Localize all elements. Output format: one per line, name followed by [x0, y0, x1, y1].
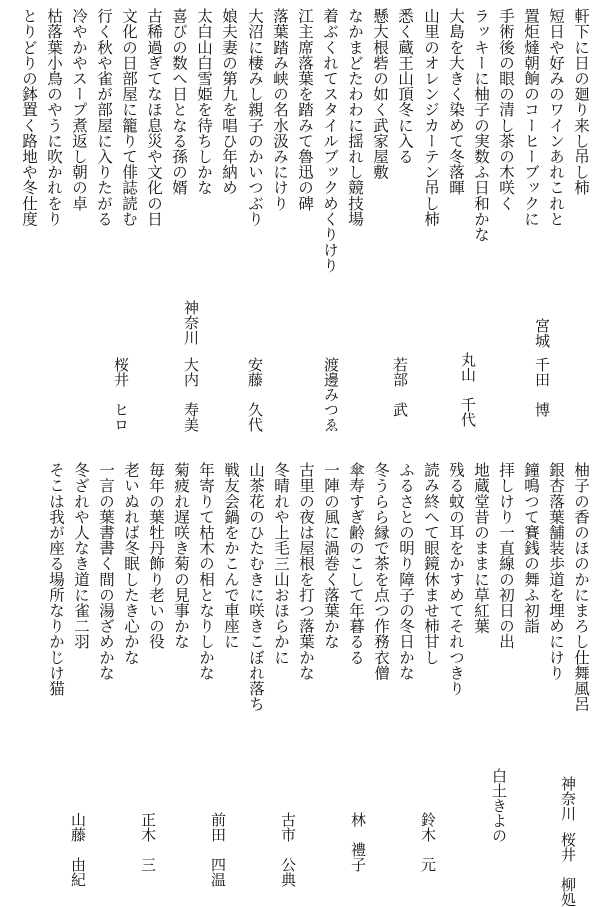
haiku-line: 地蔵堂昔のままに草紅葉 — [472, 462, 490, 634]
author-name: 鈴木 元 — [419, 812, 437, 872]
haiku-line: 冷やかやスープ煮返し朝の卓 — [70, 8, 88, 211]
haiku-line: 一言の葉書書く間の湯ざめかな — [97, 462, 115, 681]
haiku-line: そこは我が座る場所なりかじけ猫 — [47, 462, 65, 696]
haiku-line: 喜びの数へ日となる孫の婿 — [170, 8, 188, 196]
haiku-line: 残る蚊の耳をかすめてそれつきり — [447, 462, 465, 696]
haiku-line: 傘寿すぎ齢のこして年暮るる — [347, 462, 365, 665]
author-name: 古市 公典 — [279, 812, 297, 887]
haiku-line: 老いぬれば冬眠したき心かな — [122, 462, 140, 665]
author-name: 林 禮子 — [349, 812, 367, 872]
haiku-line: 山茶花のひたむきに咲きこぼれ落ち — [247, 462, 265, 712]
haiku-line: 冬晴れや上毛三山おほらかに — [272, 462, 290, 665]
haiku-line: なかまどたわわに揺れし競技場 — [346, 8, 364, 227]
haiku-line: 江主席落葉を踏みて魯迅の碑 — [296, 8, 314, 211]
haiku-line: 軒下に日の廻り来し吊し柿 — [572, 8, 590, 196]
author-name: 千田 博 — [533, 357, 551, 417]
haiku-line: 置炬燵朝餉のコーヒーブックに — [522, 8, 540, 227]
author-name: 安藤 久代 — [246, 357, 264, 432]
haiku-line: 手術後の眼の清し茶の木咲く — [497, 8, 515, 211]
haiku-line: 大島を大きく染めて冬落暉 — [447, 8, 465, 196]
haiku-line: 悉く蔵王山頂冬に入る — [396, 8, 414, 164]
haiku-line: ラッキーに柚子の実数ふ日和かな — [472, 8, 490, 242]
haiku-line: 大沼に棲みし親子のかいつぶり — [246, 8, 264, 227]
haiku-line: 一陣の風に渦巻く落葉かな — [322, 462, 340, 650]
haiku-line: 短日や好みのワインあれこれと — [547, 8, 565, 227]
haiku-line: 古里の夜は屋根を打つ落葉かな — [297, 462, 315, 681]
haiku-line: 枯落葉小鳥のやうに吹かれをり — [45, 8, 63, 227]
haiku-line: 冬うらら縁で茶を点つ作務衣僧 — [372, 462, 390, 681]
haiku-line: 冬ざれや人なき道に雀二羽 — [72, 462, 90, 650]
author-name: 山藤 由紀 — [69, 812, 87, 887]
haiku-line: 柚子の香のほのかにまろし仕舞風呂 — [572, 462, 590, 712]
haiku-line: 山里のオレンジカーテン吊し柿 — [422, 8, 440, 227]
author-name: 大内 寿美 — [182, 357, 200, 432]
haiku-line: 菊疲れ遅咲き菊の見事かな — [172, 462, 190, 650]
haiku-line: 銀杏落葉舗装歩道を埋めにけり — [547, 462, 565, 681]
haiku-line: 戦友会鍋をかこんで車座に — [222, 462, 240, 650]
haiku-line: 着ぶくれてスタイルブックめくりけり — [321, 8, 339, 274]
author-name: 丸山 千代 — [459, 352, 477, 427]
haiku-line: ふるさとの明り障子の冬日かな — [397, 462, 415, 681]
haiku-line: 読み終へて眼鏡休ませ柿甘し — [422, 462, 440, 665]
haiku-line: 古稀過ぎてなほ息災や文化の日 — [145, 8, 163, 227]
haiku-line: とりどりの鉢置く路地や冬仕度 — [20, 8, 38, 227]
author-prefecture: 神奈川 — [182, 300, 200, 345]
author-name: 桜井 ヒロ — [112, 357, 130, 432]
haiku-line: 年寄りて枯木の相となりしかな — [197, 462, 215, 681]
author-prefecture: 神奈川 — [559, 776, 577, 821]
haiku-line: 落葉踏み峡の名水汲みにけり — [271, 8, 289, 211]
haiku-line: 娘夫妻の第九を唱ひ年納め — [220, 8, 238, 196]
author-name: 桜井 柳処 — [559, 832, 577, 907]
author-name: 白土きよの — [490, 768, 508, 843]
author-prefecture: 宮城 — [533, 318, 551, 348]
haiku-line: 拝しけり一直線の初日の出 — [497, 462, 515, 650]
author-name: 前田 四温 — [209, 812, 227, 887]
author-name: 渡邊みつゑ — [322, 357, 340, 432]
haiku-line: 懸大根砦の如く武家屋敷 — [371, 8, 389, 180]
author-name: 正木 三 — [139, 812, 157, 872]
haiku-line: 行く秋や雀が部屋に入りたがる — [95, 8, 113, 227]
author-name: 若部 武 — [391, 357, 409, 417]
haiku-line: 太白山白雪姫を待ちしかな — [195, 8, 213, 196]
haiku-line: 鐘鳴つて賽銭の舞ふ初詣 — [522, 462, 540, 634]
haiku-line: 毎年の葉牡丹飾り老いの役 — [147, 462, 165, 650]
haiku-line: 文化の日部屋に籠りて俳誌読む — [120, 8, 138, 227]
